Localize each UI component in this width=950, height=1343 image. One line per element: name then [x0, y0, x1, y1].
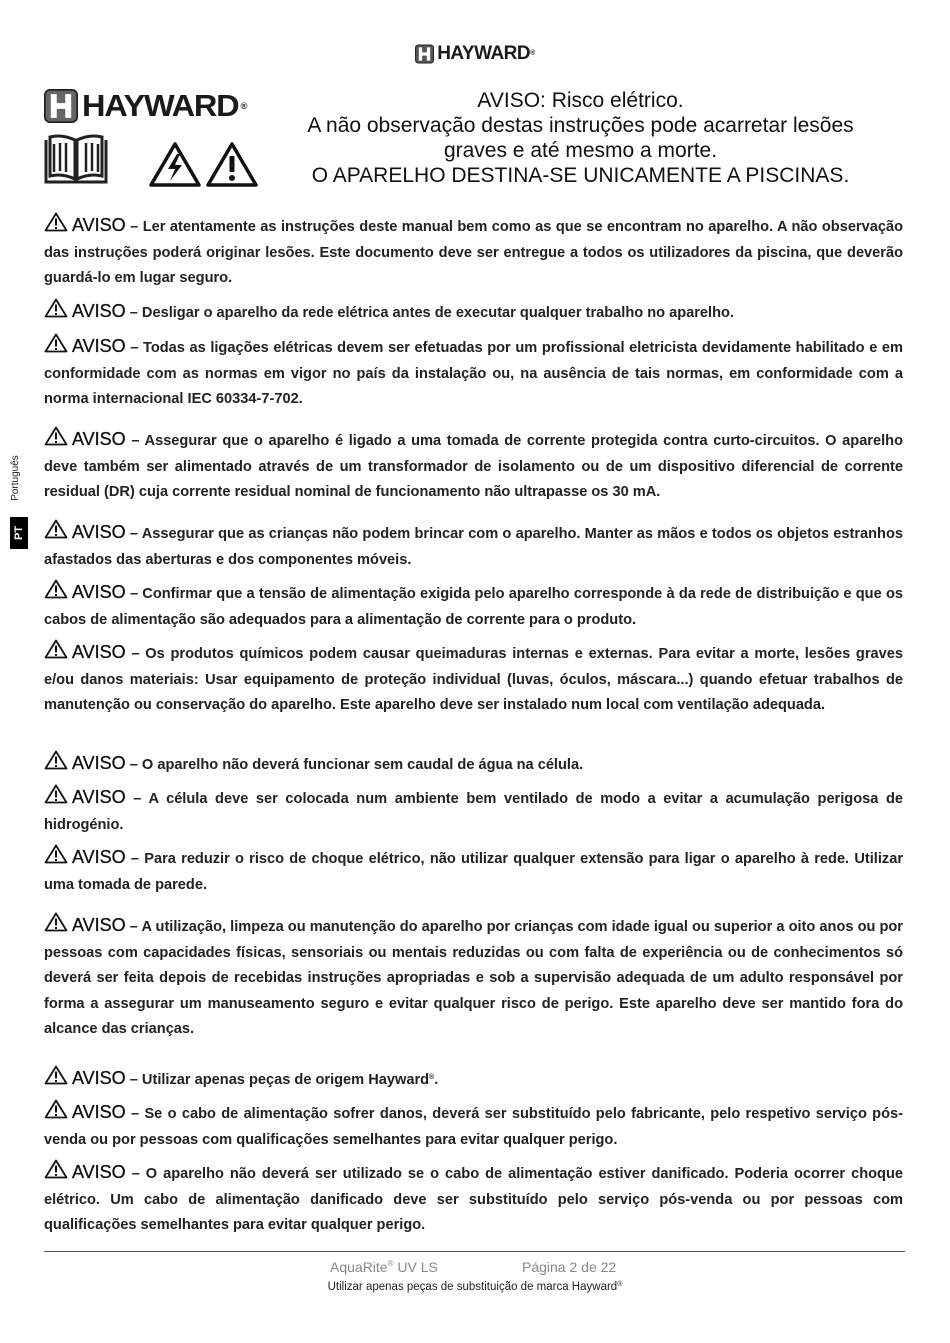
warning-item: [44, 1159, 903, 1239]
warning-text: – Assegurar que as crianças não podem brincar com o aparelho. Manter as mãos e todos os objetos estranhos afastados das aberturas e dos componentes móveis.: [44, 526, 903, 568]
footer-page-number: Página 2 de 22: [522, 1259, 617, 1275]
warning-text: – Ler atentamente as instruções deste manual bem como as que se encontram no aparelho. A não observação das instruções poderá originar lesões. Este documento deve ser entregue a todos os utilizadores da piscina, que deverão guardá-lo em lugar seguro.: [44, 219, 903, 286]
warning-item: [44, 639, 903, 719]
warning-label: AVISO: [72, 787, 126, 807]
warning-item: [44, 298, 903, 327]
warning-triangle-icon: [44, 912, 68, 932]
general-warning-icon: [206, 141, 258, 188]
warning-item: AVISO – Utilizar apenas peças de origem Hayward®.: [44, 1065, 903, 1094]
warning-text: – O aparelho não deverá ser utilizado se o cabo de alimentação estiver danificado. Poderia ocorrer choque elétrico. Um cabo de alimentação danificado deve ser substituído pelo serviço pós-venda ou por pessoas com qualificações semelhantes para evitar qualquer perigo.: [44, 1166, 903, 1233]
warning-triangle-icon: [44, 1065, 68, 1085]
warning-label: AVISO: [72, 429, 126, 449]
hayward-logo-mark-icon: [415, 44, 434, 64]
warning-item: [44, 519, 903, 573]
read-manual-book-icon: [44, 134, 108, 188]
warning-text: – Assegurar que o aparelho é ligado a uma tomada de corrente protegida contra curto-circuitos. O aparelho deve também ser alimentado através de um transformador de isolamento ou de um dispositivo diferencial de corrente residual (DR) cuja corrente residual nominal de funcionamento não ultrapasse os 30 mA.: [44, 433, 903, 500]
hayward-logo-mark-large-icon: [44, 88, 78, 124]
warning-triangle-icon: [44, 298, 68, 318]
warning-triangle-icon: [44, 333, 68, 353]
warning-item: [44, 844, 903, 898]
warning-item: [44, 1099, 903, 1153]
warning-item: [44, 750, 903, 779]
warning-triangle-icon: [44, 426, 68, 446]
header-line-1: AVISO: Risco elétrico.: [477, 89, 684, 112]
warning-triangle-icon: [44, 1159, 68, 1179]
warning-text: – Utilizar apenas peças de origem Hayward: [129, 1072, 430, 1088]
top-brand-name: HAYWARD®: [437, 43, 535, 64]
warning-triangle-icon: [44, 1099, 68, 1119]
warning-label: AVISO: [72, 582, 126, 602]
warning-text: – Os produtos químicos podem causar queimaduras internas e externas. Para evitar a morte, lesões graves e/ou danos materiais: Usar equipamento de proteção individual (luvas, óculos, máscara...) quando efetuar trabalhos de manutenção ou conservação do aparelho. Este aparelho deve ser instalado num local com ventilação adequada.: [44, 646, 903, 713]
header-line-2: A não observação destas instruções pode acarretar lesões: [307, 114, 854, 137]
warning-item: [44, 212, 903, 292]
warning-label: AVISO: [72, 847, 126, 867]
footer-divider: [44, 1251, 905, 1252]
warning-text: – Todas as ligações elétricas devem ser efetuadas por um profissional eletricista devidamente habilitado e em conformidade com as normas em vigor no país da instalação ou, na ausência de tais normas, em conformidade com a norma internacional IEC 60334-7-702.: [44, 340, 903, 407]
warning-triangle-icon: [44, 844, 68, 864]
warning-triangle-icon: [44, 579, 68, 599]
warning-text: – Desligar o aparelho da rede elétrica antes de executar qualquer trabalho no aparelho.: [129, 305, 734, 321]
warning-item: [44, 784, 903, 838]
warning-text: – O aparelho não deverá funcionar sem caudal de água na célula.: [129, 757, 584, 773]
header-line-3: graves e até mesmo a morte.: [443, 139, 718, 162]
side-language-tab: PT: [10, 517, 28, 549]
warning-triangle-icon: [44, 750, 68, 770]
electrical-hazard-icon: [149, 141, 201, 188]
warning-triangle-icon: [44, 639, 68, 659]
side-language-label: Português: [10, 455, 21, 501]
warning-triangle-icon: [44, 519, 68, 539]
warning-label: AVISO: [72, 753, 126, 773]
safety-header: [258, 88, 903, 188]
warning-text: – A utilização, limpeza ou manutenção do aparelho por crianças com idade igual ou superior a oito anos ou por pessoas com capacidades físicas, sensoriais ou mentais reduzidas ou com falta de experiência ou de conhecimentos só deverá ser feita depois de recebidas instruções apropriadas e sob a supervisão adequada de um adulto responsável por forma a assegurar um manuseamento seguro e evitar qualquer risco de perigo. Este aparelho deve ser mantido fora do alcance das crianças.: [44, 919, 903, 1037]
warning-item: [44, 426, 903, 506]
warning-text: – A célula deve ser colocada num ambiente bem ventilado de modo a evitar a acumulação perigosa de hidrogénio.: [44, 791, 903, 833]
warning-label: AVISO: [72, 1068, 126, 1088]
header-line-4: O APARELHO DESTINA-SE UNICAMENTE A PISCINAS.: [311, 164, 850, 187]
footer-product: AquaRite® UV LS: [330, 1259, 438, 1275]
warning-item: [44, 333, 903, 413]
footer-note: Utilizar apenas peças de substituição de marca Hayward®: [327, 1281, 623, 1293]
warning-label: AVISO: [72, 301, 126, 321]
warning-triangle-icon: [44, 212, 68, 232]
warning-item: [44, 579, 903, 633]
warning-label: AVISO: [72, 1102, 126, 1122]
warning-label: AVISO: [72, 522, 126, 542]
warning-text: – Confirmar que a tensão de alimentação exigida pelo aparelho corresponde à da rede de distribuição e que os cabos de alimentação são adequados para a alimentação de corrente para o produto.: [44, 586, 903, 628]
warning-text: – Para reduzir o risco de choque elétrico, não utilizar qualquer extensão para ligar o aparelho à rede. Utilizar uma tomada de parede.: [44, 851, 903, 893]
warning-label: AVISO: [72, 1162, 126, 1182]
warning-label: AVISO: [72, 336, 126, 356]
warning-item: [44, 912, 903, 1043]
warning-triangle-icon: [44, 784, 68, 804]
main-brand-logo: [44, 88, 247, 124]
warning-text: – Se o cabo de alimentação sofrer danos, deverá ser substituído pelo fabricante, pelo respetivo serviço pós-venda ou por pessoas com qualificações semelhantes para evitar qualquer perigo.: [44, 1106, 903, 1148]
top-brand-logo: [0, 44, 950, 64]
warning-label: AVISO: [72, 915, 126, 935]
warning-label: AVISO: [72, 642, 126, 662]
warning-label: AVISO: [72, 215, 126, 235]
main-brand-name: HAYWARD ®: [82, 88, 247, 123]
